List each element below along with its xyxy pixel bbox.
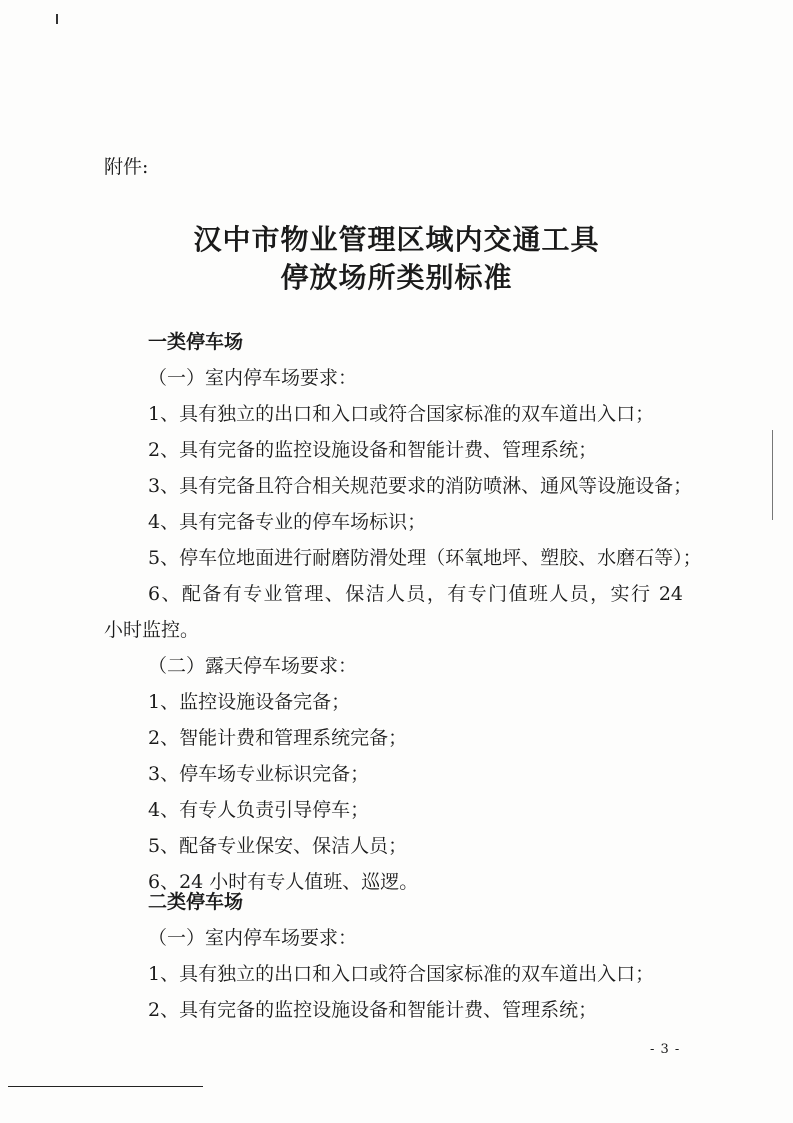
document-title-line1: 汉中市物业管理区域内交通工具	[193, 223, 600, 256]
list-item: 1、监控设施设备完备；	[148, 691, 351, 713]
list-item: 6、24 小时有专人值班、巡逻。	[148, 871, 419, 893]
list-item: 5、配备专业保安、保洁人员；	[148, 835, 408, 857]
page-number: - 3 -	[650, 1042, 681, 1057]
attachment-label: 附件:	[104, 156, 149, 178]
list-item: 3、具有完备且符合相关规范要求的消防喷淋、通风等设施设备；	[148, 475, 693, 497]
document-title-line2: 停放场所类别标准	[280, 261, 513, 294]
list-item: 1、具有独立的出口和入口或符合国家标准的双车道出入口；	[148, 403, 655, 425]
list-item: 4、有专人负责引导停车；	[148, 799, 370, 821]
scan-mark	[772, 430, 773, 520]
list-item-continuation: 小时监控。	[104, 619, 200, 641]
subsection-heading: （一）室内停车场要求：	[148, 927, 358, 949]
scan-mark	[8, 1086, 203, 1087]
scan-mark	[56, 14, 58, 24]
list-item: 1、具有独立的出口和入口或符合国家标准的双车道出入口；	[148, 963, 655, 985]
list-item: 2、具有完备的监控设施设备和智能计费、管理系统；	[148, 439, 598, 461]
list-item: 2、智能计费和管理系统完备；	[148, 727, 408, 749]
subsection-heading: （二）露天停车场要求：	[148, 655, 358, 677]
list-item: 4、具有完备专业的停车场标识；	[148, 511, 427, 533]
section-heading: 二类停车场	[148, 891, 244, 913]
list-item: 2、具有完备的监控设施设备和智能计费、管理系统；	[148, 999, 598, 1021]
list-item: 5、停车位地面进行耐磨防滑处理（环氧地坪、塑胶、水磨石等）；	[148, 547, 702, 569]
list-item: 3、停车场专业标识完备；	[148, 763, 370, 785]
subsection-heading: （一）室内停车场要求：	[148, 367, 358, 389]
list-item: 6、配备有专业管理、保洁人员，有专门值班人员，实行 24	[148, 583, 683, 605]
section-heading: 一类停车场	[148, 331, 244, 353]
